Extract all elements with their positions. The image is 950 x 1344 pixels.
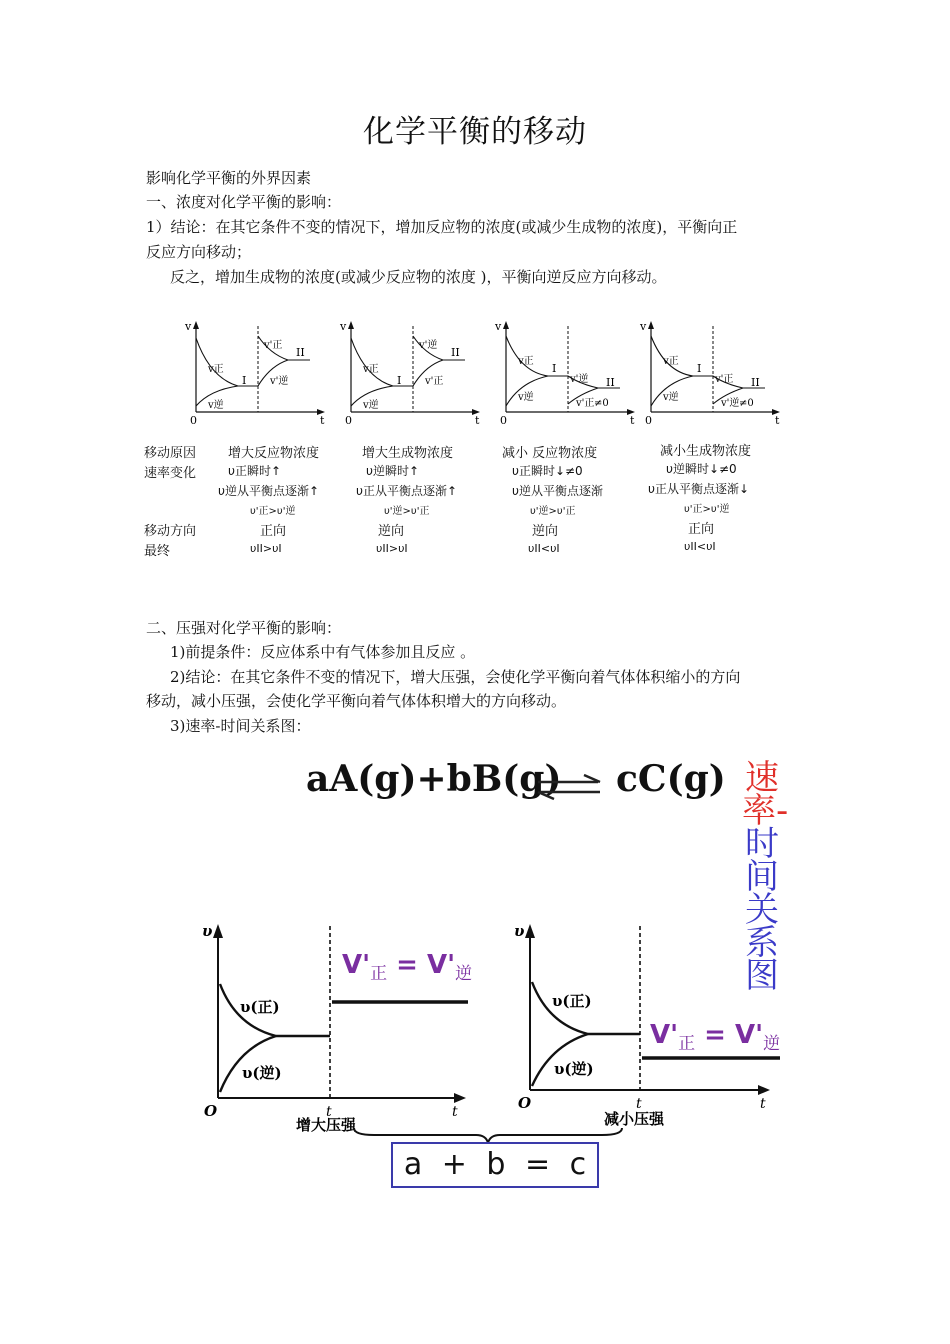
- section2-heading: 二、压强对化学平衡的影响：: [146, 619, 342, 637]
- svg-text:v逆: v逆: [208, 400, 224, 411]
- svg-text:≠0: ≠0: [594, 398, 609, 409]
- svg-text:t: t: [630, 414, 635, 427]
- svg-text:v正: v正: [663, 356, 679, 367]
- svg-text:v'正: v'正: [264, 340, 283, 351]
- svg-text:v'逆: v'逆: [721, 398, 740, 409]
- svg-text:υ: υ: [202, 922, 213, 940]
- svg-text:t: t: [760, 1096, 766, 1112]
- col3-final: υII<υI: [528, 542, 560, 555]
- svg-text:v逆: v逆: [663, 392, 679, 403]
- col4-final: υII<υI: [684, 540, 716, 553]
- svg-text:υ(正): υ(正): [552, 992, 592, 1010]
- svg-text:t: t: [326, 1104, 332, 1120]
- svg-text:v'逆: v'逆: [570, 374, 589, 385]
- svg-text:v'逆: v'逆: [270, 376, 289, 387]
- section2-line1: 1)前提条件：反应体系中有气体参加且反应 。: [170, 643, 476, 661]
- vertical-title-red: 速率-: [742, 758, 789, 831]
- col2-direction: 逆向: [378, 524, 405, 539]
- svg-text:υ(逆): υ(逆): [242, 1064, 282, 1082]
- svg-text:II: II: [451, 346, 460, 359]
- svg-text:v: v: [495, 320, 502, 333]
- section2-line2: 2)结论：在其它条件不变的情况下，增大压强，会使化学平衡向着气体体积缩小的方向: [170, 668, 741, 686]
- section2-line4: 3)速率-时间关系图：: [170, 717, 311, 735]
- vertical-title-blue: 时间关系图: [745, 824, 779, 996]
- svg-text:0: 0: [345, 414, 352, 427]
- svg-text:υ(逆): υ(逆): [554, 1060, 594, 1078]
- svg-text:t: t: [320, 414, 325, 427]
- col3-r2: υ逆从平衡点逐渐: [512, 484, 603, 498]
- col4-r2: υ正从平衡点逐渐↓: [648, 482, 749, 496]
- reaction-equation: [306, 758, 562, 800]
- row-label-direction: 移动方向: [144, 524, 197, 539]
- col4-r1: υ逆瞬时↓≠0: [666, 462, 737, 476]
- section1-line1: 1）结论：在其它条件不变的情况下，增加反应物的浓度(或减少生成物的浓度)，平衡向正: [146, 218, 738, 236]
- col2-final: υII>υI: [376, 542, 408, 555]
- section1-line2: 反应方向移动；: [146, 243, 252, 261]
- svg-text:O: O: [518, 1094, 532, 1112]
- section2-line3: 移动，减小压强，会使化学平衡向着气体体积增大的方向移动。: [146, 692, 567, 710]
- col1-r2: υ逆从平衡点逐渐↑: [218, 484, 319, 498]
- svg-text:II: II: [751, 376, 760, 389]
- equilibrium-arrows-icon: [534, 772, 604, 802]
- vprime-equal-label-decrease: $V'_正 = V'_逆$: [650, 1020, 781, 1055]
- equation-right: cC(g): [616, 758, 726, 800]
- concentration-graphs: [180, 318, 780, 430]
- svg-text:减小压强: 减小压强: [604, 1110, 665, 1128]
- svg-text:0: 0: [190, 414, 197, 427]
- col4-direction: 正向: [688, 522, 715, 537]
- equation-left: aA(g)+bB(g): [306, 758, 562, 800]
- svg-text:I: I: [552, 362, 557, 375]
- row-label-final: 最终: [144, 544, 171, 559]
- graph-increase-product: [339, 320, 480, 427]
- col4-r3: υ'正>υ'逆: [684, 504, 730, 515]
- graph-decrease-product: [639, 320, 780, 427]
- section1-heading: 一、浓度对化学平衡的影响：: [146, 193, 342, 211]
- svg-text:II: II: [296, 346, 305, 359]
- svg-text:t: t: [452, 1104, 458, 1120]
- intro-line: 影响化学平衡的外界因素: [146, 169, 312, 187]
- svg-text:I: I: [397, 374, 402, 387]
- svg-text:v: v: [340, 320, 347, 333]
- svg-text:t: t: [475, 414, 480, 427]
- relation-box: a + b = c: [391, 1142, 599, 1188]
- col3-direction: 逆向: [532, 524, 559, 539]
- svg-text:v正: v正: [363, 364, 379, 375]
- svg-text:0: 0: [500, 414, 507, 427]
- svg-text:v正: v正: [518, 356, 534, 367]
- svg-text:≠0: ≠0: [739, 398, 754, 409]
- page-title: 化学平衡的移动: [363, 114, 587, 150]
- graph-decrease-reactant: [494, 320, 635, 427]
- svg-text:v'正: v'正: [576, 398, 595, 409]
- svg-text:增大压强: 增大压强: [296, 1116, 357, 1134]
- col1-final: υII>υI: [250, 542, 282, 555]
- svg-text:O: O: [204, 1102, 218, 1120]
- svg-text:υ(正): υ(正): [240, 998, 280, 1016]
- svg-text:I: I: [697, 362, 702, 375]
- vprime-equal-label-increase: $V'_正 = V'_逆$: [342, 950, 473, 985]
- svg-text:I: I: [242, 374, 247, 387]
- col3-r3: υ'逆>υ'正: [530, 506, 576, 517]
- svg-text:t: t: [775, 414, 780, 427]
- section1-line3: 反之，增加生成物的浓度(或减少反应物的浓度 )，平衡向逆反应方向移动。: [170, 268, 667, 286]
- col1-r3: υ'正>υ'逆: [250, 506, 296, 517]
- col1-r1: υ正瞬时↑: [228, 464, 281, 478]
- col2-cause: 增大生成物浓度: [362, 446, 454, 461]
- col3-r1: υ正瞬时↓≠0: [512, 464, 583, 478]
- col2-r2: υ正从平衡点逐渐↑: [356, 484, 457, 498]
- svg-text:v'正: v'正: [715, 374, 734, 385]
- svg-text:v'逆: v'逆: [419, 340, 438, 351]
- svg-text:v: v: [185, 320, 192, 333]
- graph-increase-reactant: [184, 320, 325, 427]
- svg-text:v'正: v'正: [425, 376, 444, 387]
- col2-r1: υ逆瞬时↑: [366, 464, 419, 478]
- svg-text:v逆: v逆: [363, 400, 379, 411]
- svg-text:0: 0: [645, 414, 652, 427]
- svg-text:v逆: v逆: [518, 392, 534, 403]
- col1-cause: 增大反应物浓度: [228, 446, 320, 461]
- row-label-rate: 速率变化: [144, 466, 197, 481]
- col3-cause: 减小 反应物浓度: [502, 446, 598, 461]
- svg-text:t: t: [636, 1096, 642, 1112]
- row-label-cause: 移动原因: [144, 446, 197, 461]
- svg-text:II: II: [606, 376, 615, 389]
- svg-text:v: v: [640, 320, 647, 333]
- svg-text:υ: υ: [514, 922, 525, 940]
- col2-r3: υ'逆>υ'正: [384, 506, 430, 517]
- svg-text:v正: v正: [208, 364, 224, 375]
- col1-direction: 正向: [260, 524, 287, 539]
- col4-cause: 减小生成物浓度: [660, 444, 752, 459]
